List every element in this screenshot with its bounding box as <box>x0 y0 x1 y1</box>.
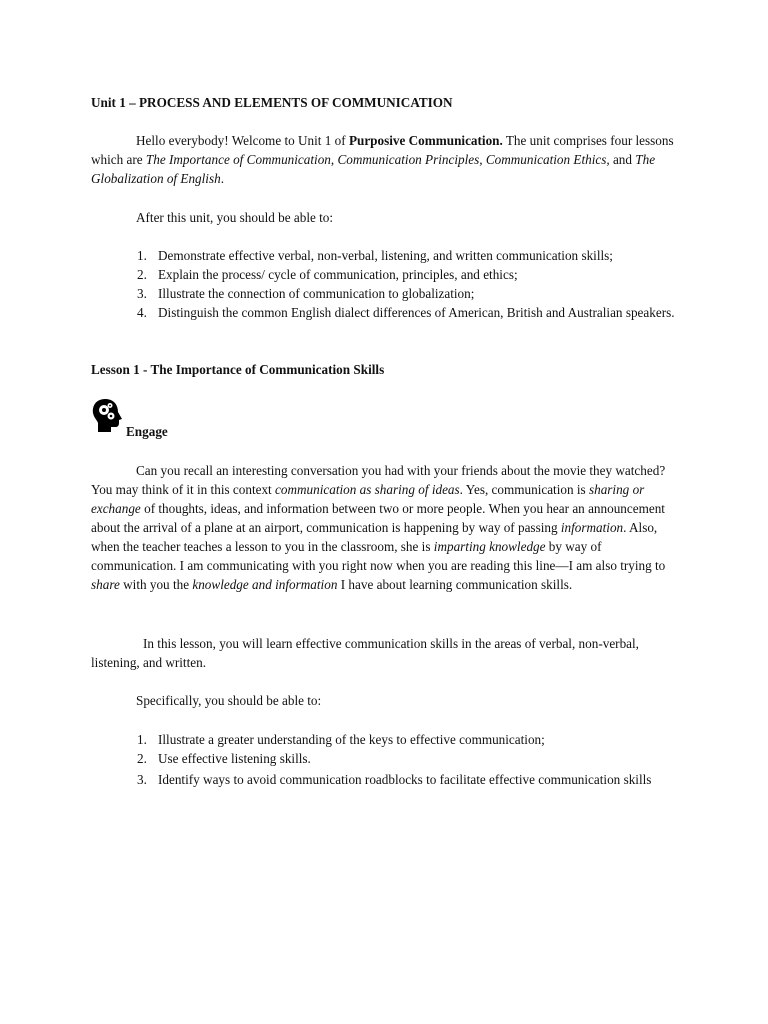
list-text: Use effective listening skills. <box>158 751 311 766</box>
engage-label: Engage <box>126 424 168 439</box>
lesson-paragraph: In this lesson, you will learn effective communication skills in the areas of verbal, non-verbal, listening, and written. <box>91 636 639 670</box>
intro-separator-1: , <box>330 152 338 167</box>
list-number: 2. <box>137 267 147 282</box>
list-item <box>91 303 681 322</box>
lesson-name-b: Communication Principles, Communication Ethics, <box>337 152 610 167</box>
list-number: 3. <box>137 286 147 301</box>
engage-text: . Yes, communication is <box>459 482 589 497</box>
list-item <box>91 749 681 768</box>
list-item <box>91 265 681 284</box>
intro-paragraph <box>91 131 681 188</box>
engage-italic: knowledge and information <box>192 577 338 592</box>
list-number: 1. <box>137 248 147 263</box>
intro-separator-2: and <box>609 152 636 167</box>
specific-intro: Specifically, you should be able to: <box>136 693 322 708</box>
unit-title: Unit 1 – PROCESS AND ELEMENTS OF COMMUNICATION <box>91 95 453 110</box>
engage-text: . Also, when the teacher teaches a lesson to you in the classroom, she is <box>91 520 658 554</box>
list-text: Illustrate the connection of communication to globalization; <box>158 286 475 301</box>
engage-text: I have about learning communication skills. <box>337 577 573 592</box>
engage-italic: communication as sharing of ideas <box>275 482 460 497</box>
list-item <box>91 246 681 265</box>
list-text: Illustrate a greater understanding of the keys to effective communication; <box>158 732 545 747</box>
objectives-list <box>91 246 681 322</box>
list-number: 4. <box>137 305 147 320</box>
list-item <box>91 730 681 749</box>
list-text: Distinguish the common English dialect differences of American, British and Australian speakers. <box>158 305 675 320</box>
list-item <box>91 770 681 789</box>
engage-paragraph <box>91 461 681 594</box>
list-number: 3. <box>137 772 147 787</box>
engage-italic: sharing or exchange <box>91 482 645 516</box>
engage-italic: share <box>91 577 120 592</box>
course-name: Purposive Communication. <box>348 133 503 148</box>
objectives-intro: After this unit, you should be able to: <box>136 210 334 225</box>
lesson-name-c: The Globalization of English <box>91 152 656 186</box>
engage-text: by way of communication. I am communicating with you right now when you are reading this line—I am also trying to <box>91 539 666 573</box>
list-text: Explain the process/ cycle of communication, principles, and ethics; <box>158 267 518 282</box>
lesson-name-a: The Importance of Communication <box>145 152 331 167</box>
engage-section-header <box>91 398 291 442</box>
engage-text: of thoughts, ideas, and information between two or more people. When you hear an announcement about the arrival of a plane at an airport, communication is happening by way of passing <box>91 501 665 535</box>
list-text: Demonstrate effective verbal, non-verbal, listening, and written communication skills; <box>158 248 613 263</box>
intro-end: . <box>220 171 224 186</box>
engage-text: Can you recall an interesting conversation you had with your friends about the movie they watched? You may think of it in this context <box>91 463 666 497</box>
list-text: Identify ways to avoid communication roadblocks to facilitate effective communication skills <box>158 772 652 787</box>
specific-objectives-list <box>91 730 681 789</box>
engage-text: with you the <box>119 577 193 592</box>
engage-italic: information <box>560 520 624 535</box>
engage-italic: imparting knowledge <box>433 539 546 554</box>
list-number: 2. <box>137 751 147 766</box>
list-number: 1. <box>137 732 147 747</box>
intro-text-2: The unit comprises four lessons which are <box>91 133 674 167</box>
list-item <box>91 284 681 303</box>
intro-text-1: Hello everybody! Welcome to Unit 1 of <box>136 133 349 148</box>
lesson-title: Lesson 1 - The Importance of Communication Skills <box>91 362 385 377</box>
